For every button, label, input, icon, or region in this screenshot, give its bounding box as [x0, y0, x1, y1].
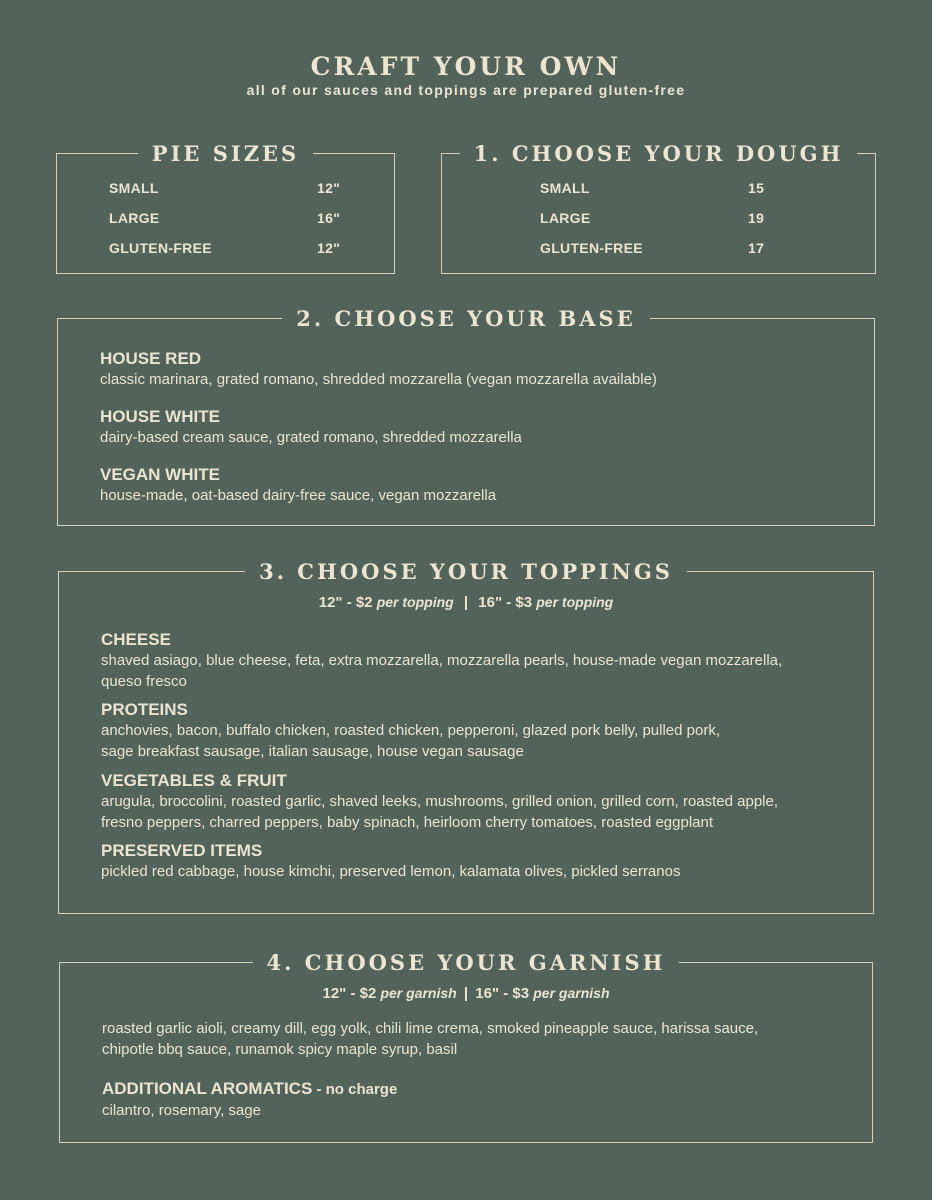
- base-box: [57, 306, 875, 526]
- dough-name: GLUTEN-FREE: [540, 240, 643, 256]
- garnish-price-line: [60, 985, 872, 1002]
- base-item-desc: dairy-based cream sauce, grated romano, shredded mozzarella: [100, 429, 522, 446]
- pie-size-name: LARGE: [109, 210, 160, 226]
- base-item: [100, 407, 834, 448]
- garnish-price-small-unit: per garnish: [380, 985, 457, 1001]
- topping-category-name: VEGETABLES & FRUIT: [101, 771, 287, 790]
- toppings-price-small: 12" - $2: [318, 594, 373, 611]
- base-item-name: HOUSE WHITE: [100, 407, 220, 426]
- topping-category: [101, 700, 833, 762]
- base-title: 2. CHOOSE YOUR BASE: [282, 306, 649, 331]
- dough-title: 1. CHOOSE YOUR DOUGH: [460, 141, 858, 166]
- garnish-items: chipotle bbq sauce, runamok spicy maple syrup, basil: [102, 1041, 458, 1058]
- base-item-desc: classic marinara, grated romano, shredded mozzarella (vegan mozzarella available): [100, 371, 657, 388]
- toppings-box: [58, 559, 874, 914]
- topping-category-items: sage breakfast sausage, italian sausage, house vegan sausage: [101, 743, 524, 760]
- topping-category-items: anchovies, bacon, buffalo chicken, roasted chicken, pepperoni, glazed pork belly, pulled pork,: [101, 722, 720, 739]
- dough-price: 15: [748, 180, 765, 196]
- pie-size-name: SMALL: [109, 180, 159, 196]
- topping-category-name: PROTEINS: [101, 700, 188, 719]
- garnish-title: 4. CHOOSE YOUR GARNISH: [253, 950, 680, 975]
- topping-category: [101, 771, 833, 833]
- toppings-price-large: 16" - $3: [478, 594, 533, 611]
- price-separator: |: [463, 985, 469, 1002]
- topping-category: [101, 841, 833, 882]
- aromatics-name: ADDITIONAL AROMATICS: [102, 1079, 313, 1098]
- dough-price: 19: [748, 210, 765, 226]
- base-item-desc: house-made, oat-based dairy-free sauce, vegan mozzarella: [100, 487, 497, 504]
- topping-category: [101, 630, 833, 692]
- toppings-price-small-unit: per topping: [376, 594, 454, 610]
- topping-category-items: queso fresco: [101, 673, 187, 690]
- topping-category-items: pickled red cabbage, house kimchi, preserved lemon, kalamata olives, pickled serranos: [101, 863, 681, 880]
- toppings-title: 3. CHOOSE YOUR TOPPINGS: [245, 559, 687, 584]
- toppings-price-large-unit: per topping: [536, 594, 614, 610]
- dough-price: 17: [748, 240, 765, 256]
- price-separator: |: [463, 594, 469, 611]
- pie-sizes-box: [56, 141, 395, 274]
- dough-box: [441, 141, 876, 274]
- aromatics-items: cilantro, rosemary, sage: [102, 1102, 261, 1119]
- topping-category-name: PRESERVED ITEMS: [101, 841, 263, 860]
- topping-category-items: shaved asiago, blue cheese, feta, extra mozzarella, mozzarella pearls, house-made vegan mozzarella,: [101, 652, 783, 669]
- aromatics-block: [102, 1079, 832, 1121]
- garnish-price-large-unit: per garnish: [533, 985, 610, 1001]
- topping-category-items: fresno peppers, charred peppers, baby spinach, heirloom cherry tomatoes, roasted eggplant: [101, 814, 714, 831]
- garnish-items: roasted garlic aioli, creamy dill, egg yolk, chili lime crema, smoked pineapple sauce, harissa sauce,: [102, 1020, 759, 1037]
- dough-name: LARGE: [540, 210, 591, 226]
- toppings-price-line: [59, 594, 873, 611]
- page-title: CRAFT YOUR OWN: [310, 52, 622, 81]
- garnish-list: [102, 1018, 832, 1060]
- pie-size-value: 12": [317, 180, 341, 196]
- pie-size-value: 12": [317, 240, 341, 256]
- garnish-box: [59, 950, 873, 1143]
- base-item-name: VEGAN WHITE: [100, 465, 220, 484]
- pie-size-value: 16": [317, 210, 341, 226]
- page-subtitle: all of our sauces and toppings are prepared gluten-free: [246, 82, 686, 98]
- pie-sizes-title: PIE SIZES: [138, 141, 313, 166]
- topping-category-items: arugula, broccolini, roasted garlic, shaved leeks, mushrooms, grilled onion, grilled corn, roasted apple,: [101, 793, 779, 810]
- base-item: [100, 349, 834, 390]
- base-item-name: HOUSE RED: [100, 349, 202, 368]
- aromatics-note: - no charge: [312, 1081, 398, 1098]
- topping-category-name: CHEESE: [101, 630, 171, 649]
- garnish-price-small: 12" - $2: [322, 985, 377, 1002]
- dough-name: SMALL: [540, 180, 590, 196]
- pie-size-name: GLUTEN-FREE: [109, 240, 212, 256]
- garnish-price-large: 16" - $3: [475, 985, 530, 1002]
- base-item: [100, 465, 834, 506]
